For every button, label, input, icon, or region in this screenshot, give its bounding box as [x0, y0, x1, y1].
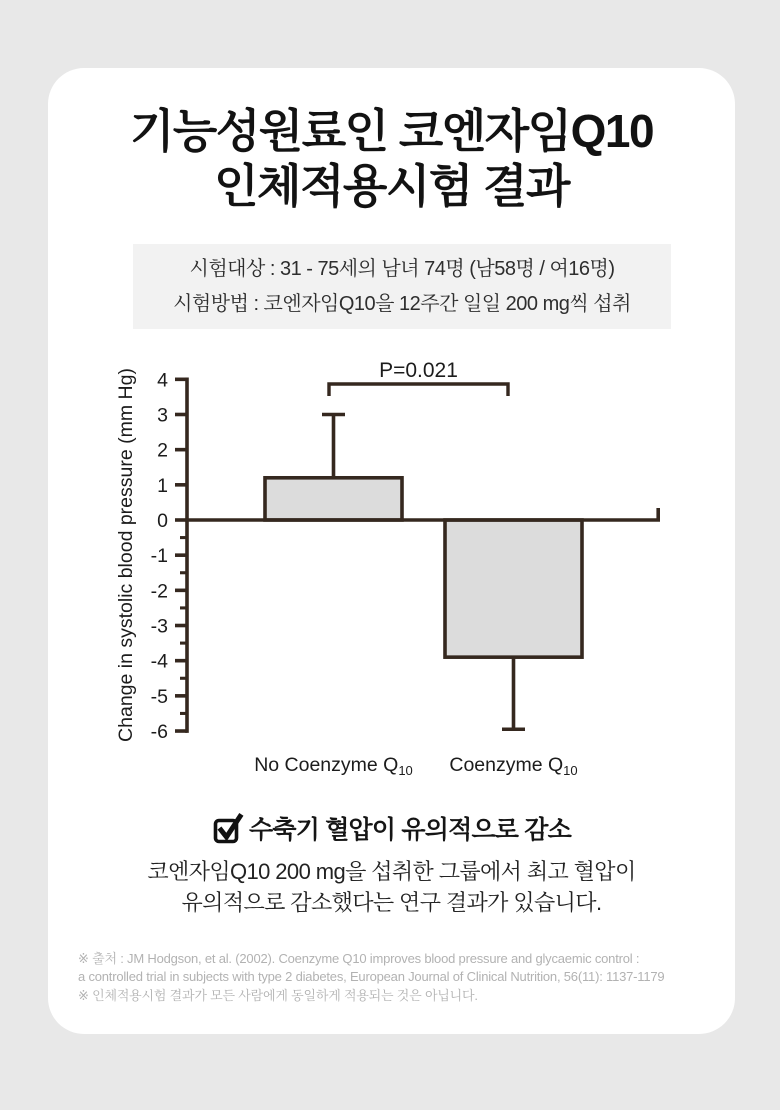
footnote-source-line2: a controlled trial in subjects with type 2 diabetes, European Journal of Clinical Nutrition, 56(11): 1137-1179: [78, 969, 665, 985]
y-tick-label: -1: [150, 545, 168, 568]
checkbox-check-icon: [212, 812, 244, 844]
y-tick-label: 2: [157, 439, 168, 462]
highlight-row: [48, 810, 735, 846]
y-tick-label: 1: [157, 474, 168, 497]
bar-chart-svg: [105, 350, 685, 785]
chart-category-labels: [254, 754, 577, 778]
y-tick-label: -6: [150, 721, 168, 744]
y-tick-label: -5: [150, 685, 168, 708]
y-tick-label: -4: [150, 650, 168, 673]
conclusion-text: [48, 856, 735, 918]
conclusion-line2: 유의적으로 감소했다는 연구 결과가 있습니다.: [181, 890, 602, 916]
footnote-source-line1: ※ 출처 : JM Hodgson, et al. (2002). Coenzyme Q10 improves blood pressure and glycaemic control :: [78, 951, 640, 966]
trial-subjects: 시험대상 : 31 - 75세의 남녀 74명 (남58명 / 여16명): [189, 258, 615, 281]
category-label-2: Coenzyme $Q_{10}$: [449, 754, 578, 778]
trial-method: 시험방법 : 코엔자임Q10을 12주간 일일 200 mg씩 섭취: [173, 292, 631, 315]
bar-1: [265, 478, 402, 520]
chart-significance-bracket: [329, 359, 508, 396]
y-tick-label: 3: [157, 404, 168, 427]
page-title: [48, 104, 735, 214]
p-value-label: P=0.021: [379, 359, 458, 382]
category-label-1: No Coenzyme $Q_{10}$: [254, 754, 413, 778]
bracket-line: [329, 384, 508, 396]
footnotes: [78, 950, 708, 1005]
bar-2: [445, 520, 582, 657]
page-title-line2: 인체적용시험 결과: [214, 160, 569, 213]
y-tick-label: -3: [150, 615, 168, 638]
trial-info-box: [133, 244, 671, 329]
chart-bars: [265, 414, 582, 729]
infographic-card: [48, 68, 735, 1034]
y-tick-label: 0: [157, 510, 168, 532]
y-tick-label: -2: [150, 580, 168, 603]
footnote-disclaimer: ※ 인체적용시험 결과가 모든 사람에게 동일하게 적용되는 것은 아닙니다.: [78, 987, 478, 1003]
chart-container: [105, 350, 685, 785]
page-title-line1: 기능성원료인 코엔자임Q10: [129, 105, 654, 157]
y-axis-title: Change in systolic blood pressure (mm Hg): [115, 368, 137, 742]
highlight-text: 수축기 혈압이 유의적으로 감소: [249, 816, 571, 844]
y-tick-label: 4: [157, 369, 168, 392]
conclusion-line1: 코엔자임Q10 200 mg을 섭취한 그룹에서 최고 혈압이: [147, 859, 636, 884]
